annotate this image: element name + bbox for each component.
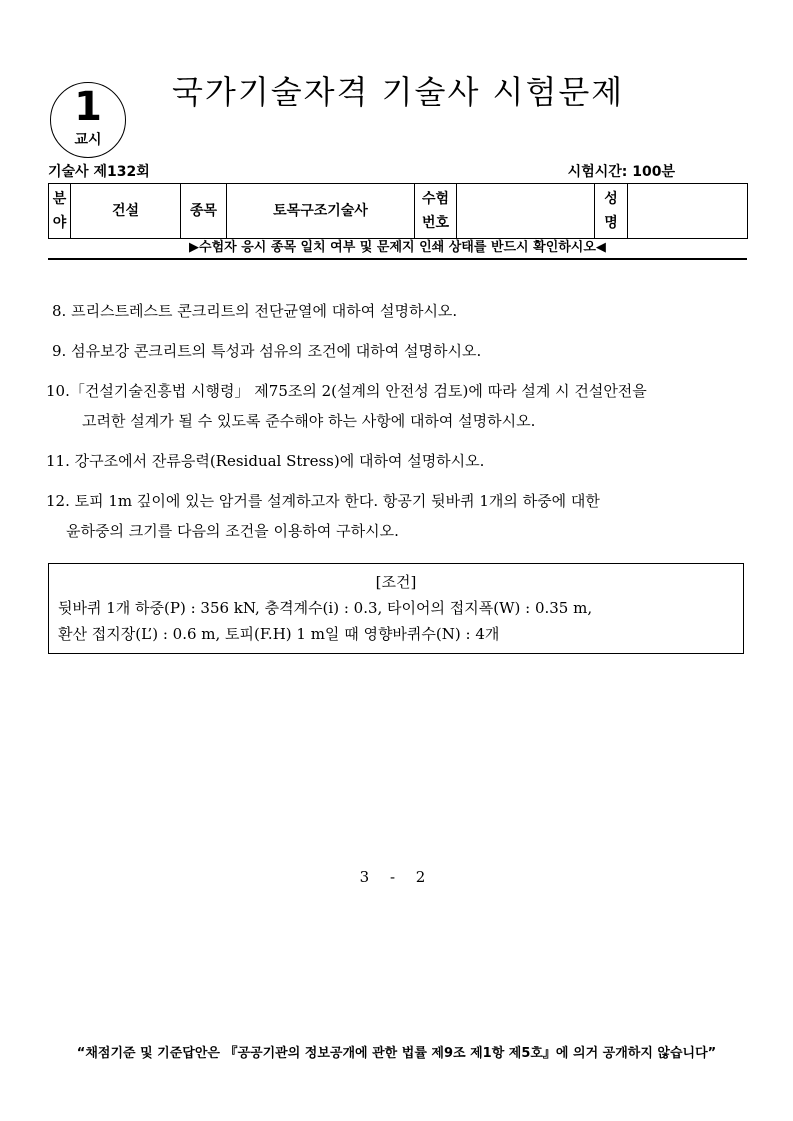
question-10-continued: 고려한 설계가 될 수 있도록 준수해야 하는 사항에 대하여 설명하시오. [82, 412, 536, 430]
session-badge [50, 82, 126, 158]
session-label: 교시 [74, 132, 102, 148]
exam-number-label [415, 184, 457, 239]
category-value: 토목구조기술사 [227, 184, 415, 239]
name-label [595, 184, 628, 239]
footer-disclaimer: “채점기준 및 기준답안은 『공공기관의 정보공개에 관한 법률 제9조 제1항 제5호』에 의거 공개하지 않습니다” [76, 1046, 717, 1061]
question-text: 프리스트레스트 콘크리트의 전단균열에 대하여 설명하시오. [71, 302, 458, 320]
name-field[interactable] [628, 184, 748, 239]
field-label-text: 분야 [52, 191, 67, 231]
question-text: 섬유보강 콘크리트의 특성과 섬유의 조건에 대하여 설명하시오. [71, 342, 482, 360]
category-label: 종목 [181, 184, 227, 239]
question-number: 11. [46, 452, 70, 470]
question-number: 12. [46, 492, 70, 510]
field-value: 건설 [71, 184, 181, 239]
name-label-text: 성명 [604, 191, 618, 231]
conditions-line-2: 환산 접지장(L’) : 0.6 m, 토피(F.H) 1 m일 때 영향바퀴수(N) : 4개 [58, 625, 500, 643]
question-text: 「건설기술진흥법 시행령」 제75조의 2(설계의 안전성 검토)에 따라 설계 시 건설안전을 [69, 382, 647, 400]
exam-info-table [48, 183, 748, 239]
field-label [49, 184, 71, 239]
question-9 [52, 336, 752, 366]
question-number: 10. [46, 382, 70, 400]
question-10 [46, 376, 746, 406]
exam-number-field[interactable] [457, 184, 595, 239]
page-title: 국가기술자격 기술사 시험문제 [172, 73, 625, 111]
exam-number-label-text: 수험번호 [421, 191, 450, 231]
notice-banner: ▶수험자 응시 종목 일치 여부 및 문제지 인쇄 상태를 반드시 확인하시오◀ [189, 240, 606, 255]
header-divider [48, 258, 747, 260]
question-number: 9. [52, 342, 67, 360]
question-12-continued: 윤하중의 크기를 다음의 조건을 이용하여 구하시오. [66, 522, 399, 540]
question-12 [46, 486, 746, 516]
conditions-box [48, 563, 744, 654]
conditions-line-1: 뒷바퀴 1개 하중(P) : 356 kN, 충격계수(i) : 0.3, 타이어의 접지폭(W) : 0.35 m, [58, 599, 593, 617]
question-text: 강구조에서 잔류응력(Residual Stress)에 대하여 설명하시오. [74, 452, 485, 470]
question-number: 8. [52, 302, 67, 320]
page-number: 3 - 2 [359, 868, 434, 886]
session-number: 1 [74, 84, 102, 130]
exam-meta-row [48, 162, 747, 182]
question-text: 토피 1m 깊이에 있는 암거를 설계하고자 한다. 항공기 뒷바퀴 1개의 하중에 대한 [74, 492, 600, 510]
question-8 [52, 296, 752, 326]
conditions-title: [조건] [375, 573, 417, 591]
exam-time: 시험시간: 100분 [567, 164, 675, 180]
question-11 [46, 446, 746, 476]
exam-round: 기술사 제132회 [48, 164, 150, 180]
